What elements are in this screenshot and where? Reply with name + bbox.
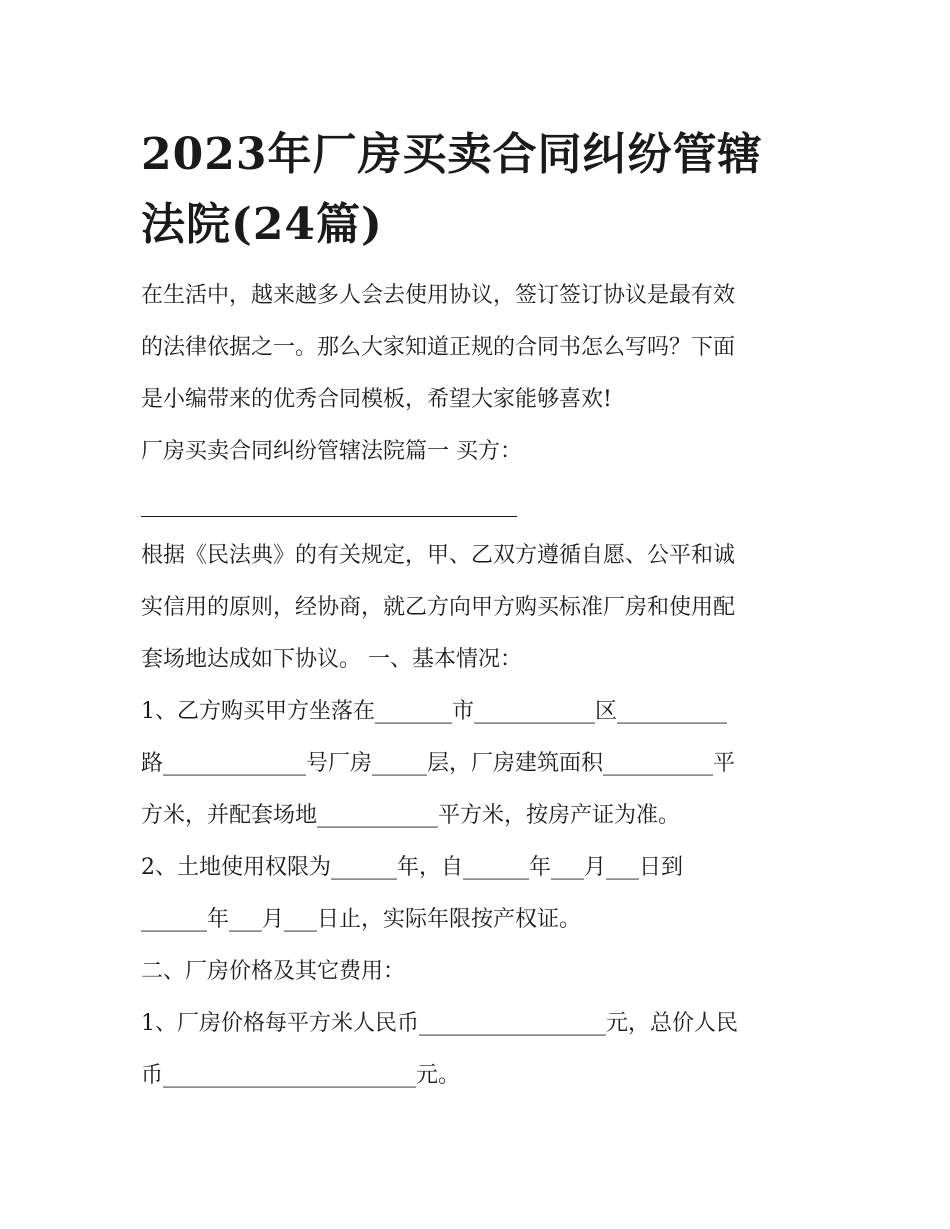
clause-line: 1、乙方购买甲方坐落在_______市___________区__________ [141,699,727,724]
buyer-blank-field [141,478,821,530]
document-title [141,120,821,260]
clause-line: ______年___月___日止，实际年限按产权证。 [141,907,582,932]
document-page [141,120,821,1102]
paragraph-line: 根据《民法典》的有关规定，甲、乙双方遵循自愿、公平和诚 [141,543,736,568]
section-heading-line: 厂房买卖合同纠纷管辖法院篇一 买方： [141,439,522,464]
paragraph-line: 实信用的原则，经协商，就乙方向甲方购买标准厂房和使用配 [141,595,736,620]
clause-line: 2、土地使用权限为______年，自______年___月___日到 [141,855,683,880]
blank-underline [141,516,517,517]
clause-line: 路_____________号厂房_____层，厂房建筑面积__________平 [141,751,736,776]
title-line-1: 2023年厂房买卖合同纠纷管辖 [141,129,763,180]
paragraph-line: 套场地达成如下协议。 一、基本情况： [141,647,522,672]
section-heading-line: 二、厂房价格及其它费用： [141,959,406,984]
paragraph-line: 在生活中，越来越多人会去使用协议，签订签订协议是最有效 [141,283,736,308]
clause-line: 1、厂房价格每平方米人民币_________________元，总价人民 [141,1011,738,1036]
title-line-2: 法院(24篇) [141,199,383,250]
paragraph-line: 的法律依据之一。那么大家知道正规的合同书怎么写吗？下面 [141,335,736,360]
clause-line: 币_______________________元。 [141,1063,461,1088]
document-body [141,270,821,1102]
paragraph-line: 是小编带来的优秀合同模板，希望大家能够喜欢! [141,387,612,412]
clause-line: 方米，并配套场地___________平方米，按房产证为准。 [141,803,681,828]
